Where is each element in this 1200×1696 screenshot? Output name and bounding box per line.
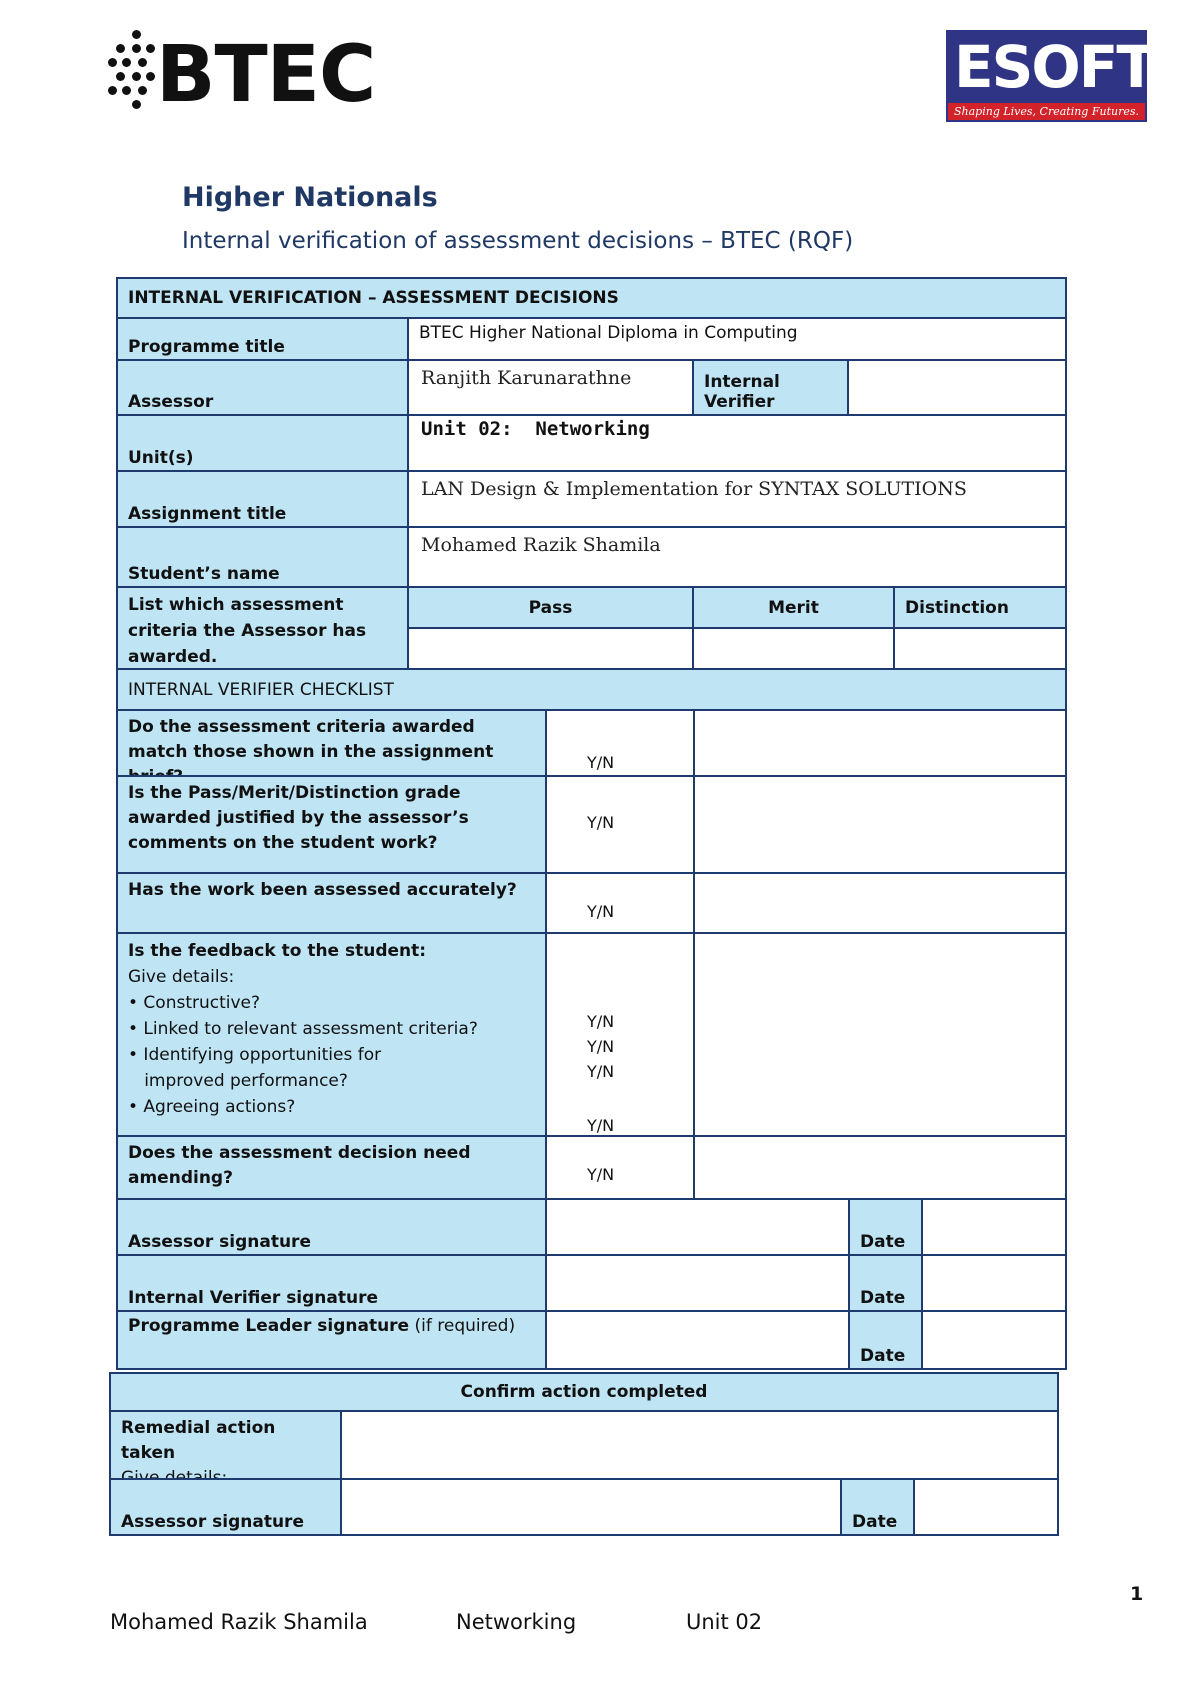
footer-unit: Unit 02 [686, 1610, 763, 1634]
esoft-tagline: Shaping Lives, Creating Futures. [948, 103, 1145, 120]
q4-yn-3[interactable]: Y/N [587, 1062, 615, 1081]
q2-yn[interactable]: Y/N [545, 775, 695, 874]
pl-signature-label [116, 1310, 547, 1370]
q4-title: Is the feedback to the student: [128, 941, 427, 961]
units-value[interactable]: Unit 02: Networking [407, 414, 1067, 472]
q2-comment[interactable] [693, 775, 1067, 874]
iv-date-field[interactable] [921, 1254, 1067, 1312]
assignment-title-value[interactable]: LAN Design & Implementation for SYNTAX SOLUTIONS [407, 470, 1067, 528]
q4-yn-1[interactable]: Y/N [587, 1012, 615, 1031]
assessor-date-label: Date [848, 1198, 923, 1256]
pl-date-field[interactable] [921, 1310, 1067, 1370]
q4-yn-4[interactable]: Y/N [587, 1116, 615, 1135]
checklist-q5: Does the assessment decision need amending? [116, 1135, 547, 1200]
iv-date-label: Date [848, 1254, 923, 1312]
internal-verifier-value[interactable] [847, 359, 1067, 416]
internal-verifier-label: Internal Verifier [692, 359, 849, 416]
q3-comment[interactable] [693, 872, 1067, 934]
remedial-label-text: Remedial action taken [121, 1418, 276, 1463]
pl-signature-label-text: Programme Leader signature [128, 1316, 410, 1336]
esoft-wordmark: ESOFT [954, 33, 1154, 101]
units-label: Unit(s) [116, 414, 409, 472]
q4-item-linked: • Linked to relevant assessment criteria? [128, 1019, 478, 1039]
grade-distinction-value[interactable] [893, 627, 1067, 670]
confirm-assessor-signature-field[interactable] [340, 1478, 842, 1536]
q3-yn[interactable]: Y/N [545, 872, 695, 934]
page-number: 1 [1130, 1583, 1144, 1605]
programme-title-label: Programme title [116, 317, 409, 361]
page-title: Higher Nationals [182, 182, 438, 213]
btec-wordmark: BTEC [156, 30, 376, 120]
iv-signature-field[interactable] [545, 1254, 850, 1312]
btec-logo [108, 26, 376, 120]
checklist-title: INTERNAL VERIFIER CHECKLIST [116, 668, 1067, 711]
remedial-label [109, 1410, 342, 1480]
assessor-date-field[interactable] [921, 1198, 1067, 1256]
grade-header-distinction: Distinction [893, 586, 1067, 629]
checklist-q3: Has the work been assessed accurately? [116, 872, 547, 934]
q5-comment[interactable] [693, 1135, 1067, 1200]
checklist-q2: Is the Pass/Merit/Distinction grade awarded justified by the assessor’s comments on the student work? [116, 775, 547, 874]
q4-sub: Give details: [128, 967, 235, 987]
checklist-q1: Do the assessment criteria awarded match those shown in the assignment [116, 709, 547, 777]
programme-title-value[interactable]: BTEC Higher National Diploma in Computing [407, 317, 1067, 361]
student-name-label: Student’s name [116, 526, 409, 588]
grade-header-merit: Merit [692, 586, 895, 629]
q4-yn-2[interactable]: Y/N [587, 1037, 615, 1056]
assessor-label: Assessor [116, 359, 409, 416]
grade-header-pass: Pass [407, 586, 694, 629]
grade-merit-value[interactable] [692, 627, 895, 670]
q4-item-constructive: • Constructive? [128, 993, 261, 1013]
confirm-title: Confirm action completed [109, 1372, 1059, 1412]
pl-signature-note: (if required) [409, 1316, 516, 1336]
footer-student: Mohamed Razik Shamila [110, 1610, 368, 1634]
grade-pass-value[interactable] [407, 627, 694, 670]
confirm-assessor-signature-label: Assessor signature [109, 1478, 342, 1536]
remedial-field[interactable] [340, 1410, 1059, 1480]
footer-module: Networking [456, 1610, 577, 1634]
q1-comment[interactable] [693, 709, 1067, 777]
assessor-signature-field[interactable] [545, 1198, 850, 1256]
q4-item-improved: improved performance? [128, 1071, 348, 1091]
q4-yn-group [545, 932, 695, 1137]
assessor-value[interactable]: Ranjith Karunarathne [407, 359, 694, 416]
checklist-q4 [116, 932, 547, 1137]
assignment-title-label: Assignment title [116, 470, 409, 528]
q4-comment[interactable] [693, 932, 1067, 1137]
q5-yn[interactable]: Y/N [545, 1135, 695, 1200]
pl-signature-field[interactable] [545, 1310, 850, 1370]
student-name-value[interactable]: Mohamed Razik Shamila [407, 526, 1067, 588]
assessor-signature-label: Assessor signature [116, 1198, 547, 1256]
confirm-date-field[interactable] [913, 1478, 1059, 1536]
iv-signature-label: Internal Verifier signature [116, 1254, 547, 1312]
pl-date-label: Date [848, 1310, 923, 1370]
page-subtitle: Internal verification of assessment decisions – BTEC (RQF) [182, 228, 854, 254]
criteria-label: List which assessment criteria the Assessor has awarded. [116, 586, 409, 670]
section-title: INTERNAL VERIFICATION – ASSESSMENT DECISIONS [116, 277, 1067, 319]
q4-item-agreeing: • Agreeing actions? [128, 1097, 296, 1117]
esoft-logo [946, 30, 1154, 122]
q1-yn[interactable]: Y/N [545, 709, 695, 777]
confirm-date-label: Date [840, 1478, 915, 1536]
q4-item-identifying: • Identifying opportunities for [128, 1045, 382, 1065]
